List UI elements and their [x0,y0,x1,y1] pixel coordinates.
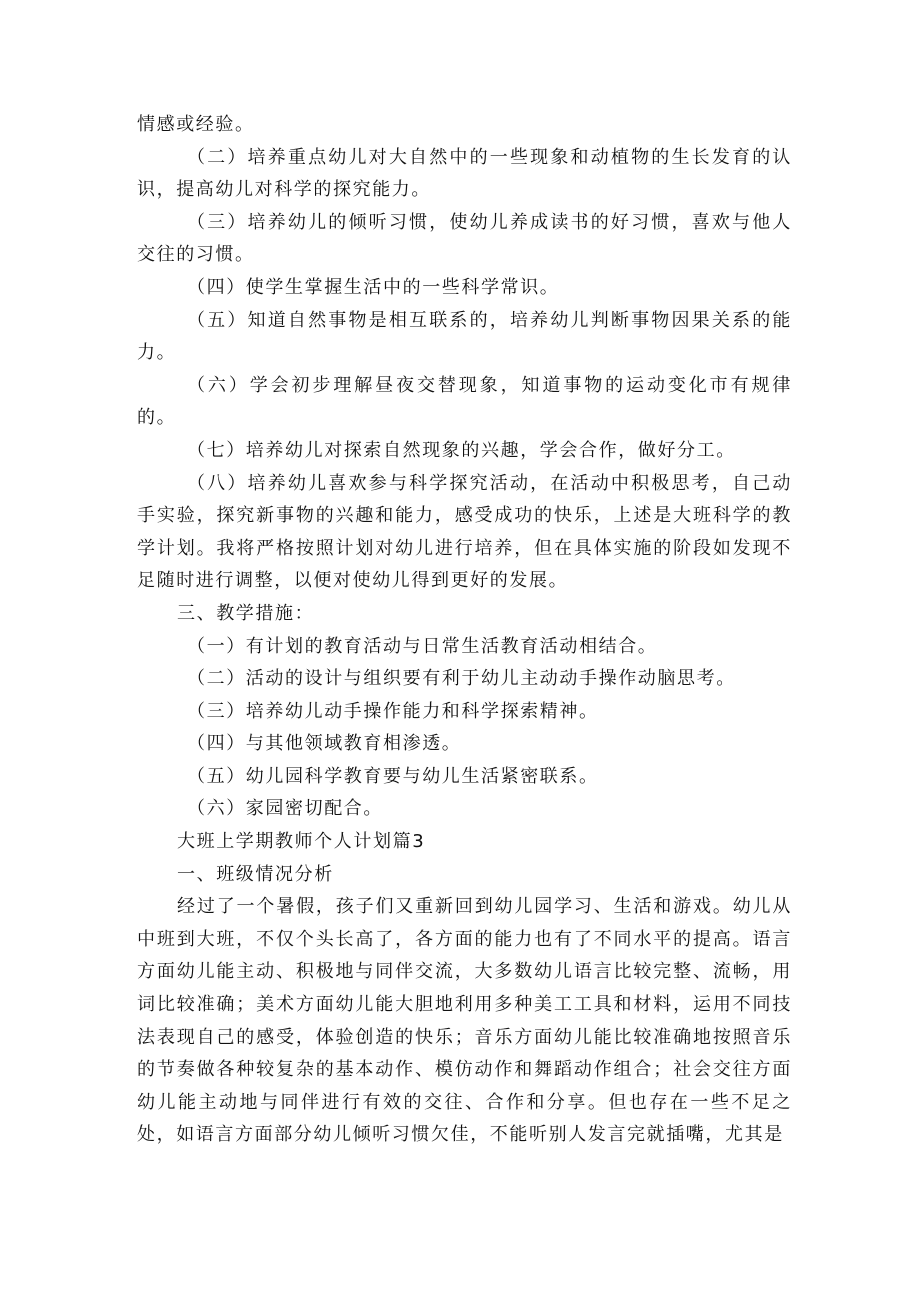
document-body [137,109,792,1152]
paragraph-measure-2: （二）活动的设计与组织要有利于幼儿主动动手操作动脑思考。 [187,668,736,690]
paragraph-class-analysis: 经过了一个暑假，孩子们又重新回到幼儿园学习、生活和游戏。幼儿从中班到大班，不仅个头长高了，各方面的能力也有了不同水平的提高。语言方面幼儿能主动、积极地与同伴交流，大多数幼儿语言比较完整、流畅，用词比较准确；美术方面幼儿能大胆地利用多种美工工具和材料，运用不同技法表现自己的感受，体验创造的快乐；音乐方面幼儿能比较准确地按照音乐的节奏做各种较复杂的基本动作、模仿动作和舞蹈动作组合；社会交往方面幼儿能主动地与同伴进行有效的交往、合作和分享。但也存在一些不足之处，如语言方面部分幼儿倾听习惯欠佳，不能听别人发言完就插嘴，尤其是 [137,896,792,1146]
section-heading-class-analysis: 一、班级情况分析 [177,863,334,885]
paragraph-goal-4: （四）使学生掌握生活中的一些科学常识。 [187,276,560,298]
paragraph-continuation: 情感或经验。 [137,114,255,135]
paragraph-goal-5: （五）知道自然事物是相互联系的，培养幼儿判断事物因果关系的能力。 [137,309,792,364]
paragraph-measure-6: （六）家园密切配合。 [187,798,383,820]
paragraph-measure-4: （四）与其他领域教育相渗透。 [187,733,462,755]
paragraph-measure-5: （五）幼儿园科学教育要与幼儿生活紧密联系。 [187,765,599,787]
paragraph-goal-2: （二）培养重点幼儿对大自然中的一些现象和动植物的生长发育的认识，提高幼儿对科学的探究能力。 [137,146,792,201]
paragraph-goal-8: （八）培养幼儿喜欢参与科学探究活动，在活动中积极思考，自己动手实验，探究新事物的兴趣和能力，感受成功的快乐，上述是大班科学的教学计划。我将严格按照计划对幼儿进行培养，但在具体实施的阶段如发现不足随时进行调整，以便对使幼儿得到更好的发展。 [137,472,792,592]
paragraph-goal-7: （七）培养幼儿对探索自然现象的兴趣，学会合作，做好分工。 [187,439,736,461]
paragraph-goal-3: （三）培养幼儿的倾听习惯，使幼儿养成读书的好习惯，喜欢与他人交往的习惯。 [137,211,792,266]
article-title: 大班上学期教师个人计划篇3 [177,831,426,853]
paragraph-goal-6: （六）学会初步理解昼夜交替现象，知道事物的运动变化市有规律的。 [137,374,792,429]
paragraph-measure-1: （一）有计划的教育活动与日常生活教育活动相结合。 [187,635,658,657]
section-heading-measures: 三、教学措施： [177,602,315,624]
paragraph-measure-3: （三）培养幼儿动手操作能力和科学探索精神。 [187,700,599,722]
